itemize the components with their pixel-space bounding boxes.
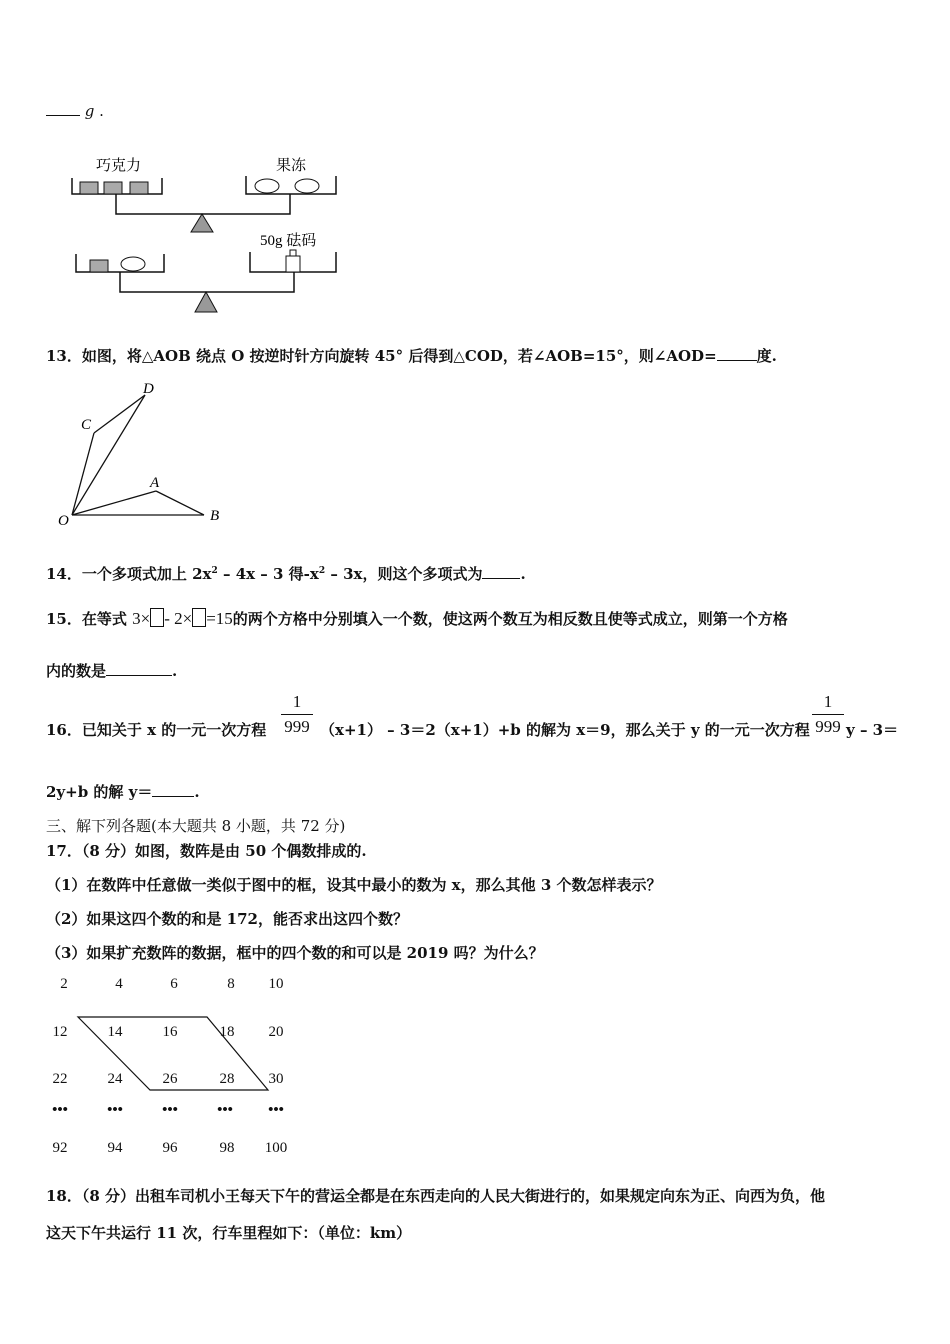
array-cell: 16	[162, 1024, 178, 1040]
chocolate-block	[80, 182, 98, 194]
array-ellipsis: •••	[162, 1102, 178, 1118]
question-13	[46, 345, 777, 366]
q15-line2-text: 内的数是	[46, 662, 107, 680]
q15-eq-a: 3×	[132, 609, 151, 628]
jelly-label: 果冻	[276, 158, 307, 174]
q14-c: – 3x，则这个多项式为	[325, 565, 483, 583]
array-cell: 26	[162, 1071, 178, 1087]
period: .	[99, 102, 104, 120]
array-ellipsis: •••	[217, 1102, 233, 1118]
answer-blank	[152, 781, 194, 797]
segment-cd	[94, 395, 145, 433]
question-18-line1: 18．（8 分）出租车司机小王每天下午的营运全都是在东西走向的人民大街进行的，如果规定向东为正、向西为负，他	[46, 1187, 826, 1205]
point-o: O	[58, 513, 69, 529]
fraction-1-999	[281, 692, 313, 737]
question-16-prefix	[46, 719, 266, 740]
blank-box	[150, 608, 164, 627]
q14-b: – 4x – 3 得-x	[217, 565, 319, 583]
chocolate-block	[130, 182, 148, 194]
balance-figure	[60, 150, 360, 320]
numerator: 1	[823, 692, 833, 711]
segment-oc	[72, 433, 94, 515]
fulcrum-top	[191, 214, 213, 232]
unit-g: g	[84, 102, 95, 120]
point-d: D	[143, 381, 154, 397]
array-cell: 92	[52, 1140, 68, 1156]
beam-top	[116, 194, 290, 214]
array-cell: 28	[219, 1071, 235, 1087]
array-cell: 30	[268, 1071, 284, 1087]
jelly	[255, 179, 279, 193]
answer-blank	[46, 100, 80, 116]
fraction-1-999	[812, 692, 844, 737]
weight-label: 50g 砝码	[260, 233, 317, 249]
question-17-title: 17．（8 分）如图，数阵是由 50 个偶数排成的.	[46, 842, 367, 860]
question-17-part2: （2）如果这四个数的和是 172，能否求出这四个数？	[46, 910, 408, 928]
q13-text: 13．如图，将△AOB 绕点 O 按逆时针方向旋转 45° 后得到△COD，若∠AOB=15°，则∠AOD=	[46, 347, 717, 365]
q15-eq-c: =15	[206, 609, 233, 628]
question-17-part1: （1）在数阵中任意做一类似于图中的框，设其中最小的数为 x，那么其他 3 个数怎样表示？	[46, 876, 662, 894]
q16-tail-text: y – 3＝	[846, 721, 899, 739]
question-16-tail	[846, 719, 898, 740]
weight-handle	[290, 250, 296, 256]
question-15	[46, 608, 788, 629]
q15-equation	[132, 609, 233, 628]
q16-end: .	[194, 783, 200, 801]
fulcrum-bottom	[195, 292, 217, 312]
q16-prefix-text: 16．已知关于 x 的一元一次方程	[46, 721, 267, 739]
q15-text: 的两个方格中分别填入一个数，使这两个数互为相反数且使等式成立，则第一个方格	[232, 610, 788, 628]
jelly	[121, 257, 145, 271]
numerator: 1	[292, 692, 302, 711]
answer-blank	[106, 660, 172, 676]
q14-a: 14．一个多项式加上 2x	[46, 565, 212, 583]
array-cell: 98	[219, 1140, 235, 1156]
fraction-bar	[812, 714, 844, 715]
chocolate-label: 巧克力	[96, 158, 142, 174]
array-cell: 96	[162, 1140, 178, 1156]
left-pan-bottom	[76, 254, 164, 272]
denominator: 999	[284, 717, 310, 736]
q16-line2-text: 2y+b 的解 y＝	[46, 783, 153, 801]
q14-end: .	[520, 565, 526, 583]
point-b: B	[210, 508, 220, 524]
array-cell: 100	[264, 1140, 288, 1156]
q15-end: .	[172, 662, 178, 680]
array-cell: 2	[60, 976, 68, 992]
question-18-line2: 这天下午共运行 11 次，行车里程如下：（单位：km）	[46, 1224, 412, 1242]
array-cell: 20	[268, 1024, 284, 1040]
answer-blank	[717, 345, 757, 361]
beam-bottom	[120, 272, 294, 292]
q16-mid-text: （x+1） – 3＝2（x+1）+b 的解为 x＝9，那么关于 y 的一元一次方程	[320, 721, 810, 739]
q15-eq-b: - 2×	[164, 609, 193, 628]
q12-tail	[46, 100, 104, 120]
question-15-line2	[46, 660, 177, 681]
array-cell: 10	[268, 976, 284, 992]
weight-50g	[286, 256, 300, 272]
array-cell: 22	[52, 1071, 68, 1087]
array-cell: 4	[115, 976, 123, 992]
array-cell: 24	[107, 1071, 123, 1087]
array-cell: 18	[219, 1024, 235, 1040]
rotation-figure	[50, 375, 240, 535]
question-16-mid	[320, 719, 810, 740]
answer-blank	[482, 563, 520, 579]
point-c: C	[81, 417, 92, 433]
q13-end: 度.	[756, 347, 777, 365]
array-cell: 12	[52, 1024, 68, 1040]
array-ellipsis: •••	[107, 1102, 123, 1118]
fraction-bar	[281, 714, 313, 715]
array-cell: 6	[170, 976, 178, 992]
q15-prefix: 15．在等式	[46, 610, 127, 628]
chocolate-block	[104, 182, 122, 194]
question-17-part3: （3）如果扩充数阵的数据，框中的四个数的和可以是 2019 吗？为什么？	[46, 944, 544, 962]
denominator: 999	[815, 717, 841, 736]
section-3-heading: 三、解下列各题(本大题共 8 小题，共 72 分)	[46, 817, 346, 835]
array-cell: 94	[107, 1140, 123, 1156]
q14-exp1: 2	[211, 566, 218, 576]
point-a: A	[150, 475, 160, 491]
array-ellipsis: •••	[268, 1102, 284, 1118]
array-cell: 8	[227, 976, 235, 992]
q14-exp2: 2	[318, 566, 326, 576]
question-16-line2	[46, 781, 200, 802]
segment-ab	[156, 491, 204, 515]
array-ellipsis: •••	[52, 1102, 68, 1118]
blank-box	[192, 608, 206, 627]
jelly	[295, 179, 319, 193]
question-14	[46, 563, 526, 584]
chocolate-block	[90, 260, 108, 272]
array-cell: 14	[107, 1024, 123, 1040]
